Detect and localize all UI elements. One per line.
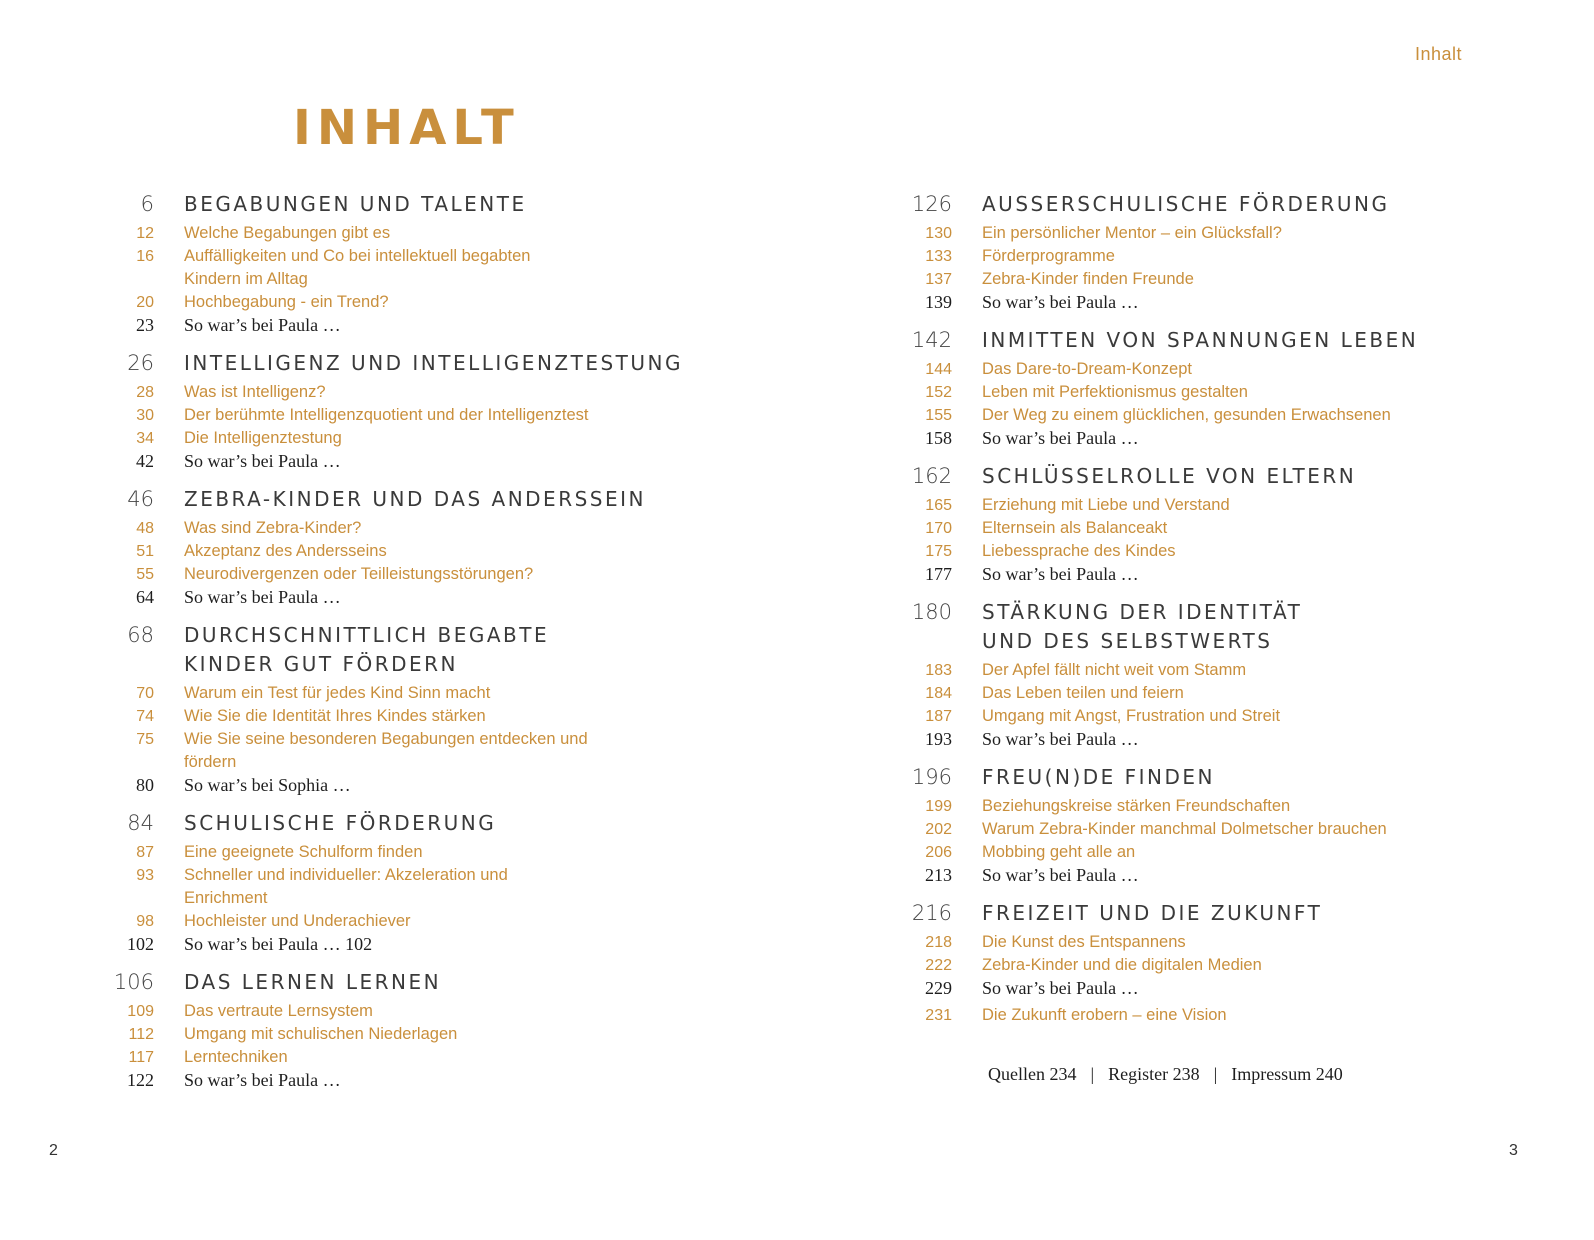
section-title: INMITTEN VON SPANNUNGEN LEBEN [982, 328, 1419, 352]
section-page-number: 46 [127, 487, 154, 511]
toc-column-left [92, 190, 692, 1104]
section-page-number: 26 [127, 351, 154, 375]
section-heading[interactable] [890, 763, 1490, 792]
section-page-number: 216 [911, 901, 952, 925]
entry-title: Akzeptanz des Andersseins [184, 542, 387, 560]
story-entry[interactable] [890, 864, 1490, 887]
toc-entry[interactable] [92, 1000, 692, 1023]
section-title: SCHLÜSSELROLLE VON ELTERN [982, 464, 1357, 488]
story-entry[interactable] [890, 427, 1490, 450]
entry-page-number: 137 [925, 271, 952, 288]
section-heading[interactable] [890, 462, 1490, 491]
entry-title: Was ist Intelligenz? [184, 383, 326, 401]
entry-title: Der Weg zu einem glücklichen, gesunden Erwachsenen [982, 406, 1391, 424]
entry-title: Welche Begabungen gibt es [184, 224, 391, 242]
toc-entry[interactable] [890, 268, 1490, 291]
entry-title: Schneller und individueller: Akzeleration und Enrichment [184, 866, 508, 907]
section-page-number: 68 [127, 623, 154, 647]
entry-title: Die Zukunft erobern – eine Vision [982, 1006, 1227, 1024]
toc-entry[interactable] [890, 381, 1490, 404]
section-page-number: 84 [127, 811, 154, 835]
entry-page-number: 170 [925, 520, 952, 537]
entry-page-number: 122 [127, 1070, 154, 1090]
toc-entry[interactable] [92, 910, 692, 933]
toc-entry[interactable] [92, 245, 692, 291]
entry-page-number: 177 [925, 564, 952, 584]
toc-entry[interactable] [890, 931, 1490, 954]
toc-entry[interactable] [92, 864, 692, 910]
imprint-link[interactable]: Impressum 240 [1231, 1064, 1343, 1084]
section-page-number: 142 [911, 328, 952, 352]
toc-section [890, 462, 1490, 586]
toc-section [890, 899, 1490, 1027]
toc-entry[interactable] [890, 358, 1490, 381]
story-entry[interactable] [92, 450, 692, 473]
entry-page-number: 144 [925, 361, 952, 378]
entry-title: Zebra-Kinder finden Freunde [982, 270, 1194, 288]
entry-page-number: 28 [136, 384, 154, 401]
entry-page-number: 133 [925, 248, 952, 265]
separator: | [1090, 1064, 1095, 1084]
entry-page-number: 80 [136, 775, 154, 795]
entry-title: Umgang mit Angst, Frustration und Streit [982, 707, 1281, 725]
toc-entry[interactable] [890, 705, 1490, 728]
toc-column-right [890, 190, 1490, 1039]
entry-title: Leben mit Perfektionismus gestalten [982, 383, 1248, 401]
entry-page-number: 184 [925, 685, 952, 702]
toc-section [92, 349, 692, 473]
entry-title: So war’s bei Paula … [184, 451, 341, 471]
entry-page-number: 187 [925, 708, 952, 725]
entry-title: Die Kunst des Entspannens [982, 933, 1186, 951]
story-entry[interactable] [92, 1069, 692, 1092]
entry-title: Elternsein als Balanceakt [982, 519, 1168, 537]
entry-title: Wie Sie seine besonderen Begabungen entdecken und fördern [184, 730, 588, 771]
entry-title: So war’s bei Sophia … [184, 775, 351, 795]
toc-entry[interactable] [92, 1046, 692, 1069]
entry-title: So war’s bei Paula … [982, 428, 1139, 448]
toc-entry[interactable] [92, 517, 692, 540]
section-heading[interactable] [92, 485, 692, 514]
toc-entry[interactable] [92, 728, 692, 774]
entry-page-number: 30 [136, 407, 154, 424]
entry-title: Der Apfel fällt nicht weit vom Stamm [982, 661, 1247, 679]
entry-page-number: 70 [136, 685, 154, 702]
entry-title: Hochbegabung - ein Trend? [184, 293, 389, 311]
entry-page-number: 193 [925, 729, 952, 749]
entry-page-number: 218 [925, 934, 952, 951]
entry-page-number: 206 [925, 844, 952, 861]
section-heading[interactable] [890, 326, 1490, 355]
section-page-number: 162 [911, 464, 952, 488]
entry-title: Liebessprache des Kindes [982, 542, 1176, 560]
entry-page-number: 139 [925, 292, 952, 312]
entry-page-number: 102 [127, 934, 154, 954]
entry-title: So war’s bei Paula … [184, 1070, 341, 1090]
entry-title: So war’s bei Paula … 102 [184, 934, 373, 954]
toc-entry[interactable] [92, 291, 692, 314]
toc-entry[interactable] [92, 1023, 692, 1046]
entry-page-number: 42 [136, 451, 154, 471]
entry-title: Eine geeignete Schulform finden [184, 843, 423, 861]
entry-title: Hochleister und Underachiever [184, 912, 411, 930]
toc-section [92, 968, 692, 1092]
section-heading[interactable] [92, 190, 692, 219]
toc-entry-final[interactable] [890, 1004, 1490, 1027]
toc-entry[interactable] [890, 659, 1490, 682]
section-page-number: 106 [113, 970, 154, 994]
story-entry[interactable] [890, 977, 1490, 1000]
toc-entry[interactable] [92, 222, 692, 245]
entry-page-number: 55 [136, 566, 154, 583]
entry-page-number: 93 [136, 867, 154, 884]
entry-page-number: 23 [136, 315, 154, 335]
toc-entry[interactable] [890, 494, 1490, 517]
entry-title: So war’s bei Paula … [982, 729, 1139, 749]
entry-page-number: 202 [925, 821, 952, 838]
entry-page-number: 231 [925, 1007, 952, 1024]
entry-page-number: 75 [136, 731, 154, 748]
entry-title: So war’s bei Paula … [982, 292, 1139, 312]
toc-section [890, 326, 1490, 450]
section-heading[interactable] [92, 621, 692, 679]
entry-page-number: 213 [925, 865, 952, 885]
toc-section [92, 621, 692, 797]
story-entry[interactable] [92, 314, 692, 337]
page-number-right: 3 [1509, 1142, 1518, 1159]
entry-page-number: 74 [136, 708, 154, 725]
entry-title: Was sind Zebra-Kinder? [184, 519, 362, 537]
section-page-number: 126 [911, 192, 952, 216]
entry-title: Zebra-Kinder und die digitalen Medien [982, 956, 1262, 974]
entry-title: Erziehung mit Liebe und Verstand [982, 496, 1230, 514]
entry-title: Umgang mit schulischen Niederlagen [184, 1025, 458, 1043]
toc-entry[interactable] [92, 404, 692, 427]
section-title: ZEBRA-KINDER UND DAS ANDERSSEIN [184, 487, 646, 511]
entry-title: Der berühmte Intelligenzquotient und der Intelligenztest [184, 406, 589, 424]
running-head: Inhalt [1414, 44, 1462, 64]
toc-section [890, 190, 1490, 314]
entry-page-number: 12 [136, 225, 154, 242]
section-title: FREU(N)DE FINDEN [982, 765, 1215, 789]
toc-entry[interactable] [890, 682, 1490, 705]
toc-entry[interactable] [890, 954, 1490, 977]
entry-title: Das Dare-to-Dream-Konzept [982, 360, 1192, 378]
page-number-left: 2 [49, 1142, 58, 1159]
entry-title: Ein persönlicher Mentor – ein Glücksfall? [982, 224, 1282, 242]
entry-title: Auffälligkeiten und Co bei intellektuell begabten Kindern im Alltag [184, 247, 531, 288]
section-heading[interactable] [890, 899, 1490, 928]
entry-page-number: 155 [925, 407, 952, 424]
entry-page-number: 130 [925, 225, 952, 242]
entry-title: Warum Zebra-Kinder manchmal Dolmetscher brauchen [982, 820, 1387, 838]
entry-page-number: 199 [925, 798, 952, 815]
section-title: STÄRKUNG DER IDENTITÄT UND DES SELBSTWERTS [982, 600, 1303, 653]
section-heading[interactable] [92, 349, 692, 378]
story-entry[interactable] [890, 563, 1490, 586]
entry-title: Wie Sie die Identität Ihres Kindes stärken [184, 707, 486, 725]
section-page-number: 180 [911, 600, 952, 624]
toc-entry[interactable] [890, 795, 1490, 818]
entry-page-number: 98 [136, 913, 154, 930]
toc-entry[interactable] [92, 381, 692, 404]
register-link[interactable]: Register 238 [1108, 1064, 1200, 1084]
entry-page-number: 87 [136, 844, 154, 861]
section-heading[interactable] [890, 598, 1490, 656]
toc-section [92, 485, 692, 609]
entry-page-number: 229 [925, 978, 952, 998]
entry-page-number: 117 [128, 1049, 154, 1066]
entry-page-number: 51 [136, 543, 154, 560]
section-title: FREIZEIT UND DIE ZUKUNFT [982, 901, 1323, 925]
toc-section [92, 190, 692, 337]
section-heading[interactable] [890, 190, 1490, 219]
toc-entry[interactable] [92, 841, 692, 864]
entry-title: Das Leben teilen und feiern [982, 684, 1184, 702]
section-heading[interactable] [92, 809, 692, 838]
entry-title: Lerntechniken [184, 1048, 288, 1066]
entry-title: So war’s bei Paula … [184, 587, 341, 607]
toc-entry[interactable] [890, 245, 1490, 268]
story-entry[interactable] [92, 774, 692, 797]
entry-title: Neurodivergenzen oder Teilleistungsstörungen? [184, 565, 534, 583]
toc-entry[interactable] [890, 517, 1490, 540]
toc-entry[interactable] [890, 222, 1490, 245]
entry-page-number: 222 [925, 957, 952, 974]
entry-page-number: 112 [128, 1026, 154, 1043]
section-title: BEGABUNGEN UND TALENTE [184, 192, 527, 216]
toc-entry[interactable] [890, 404, 1490, 427]
section-title: SCHULISCHE FÖRDERUNG [184, 811, 497, 835]
section-page-number: 196 [911, 765, 952, 789]
entry-page-number: 34 [136, 430, 154, 447]
entry-title: So war’s bei Paula … [982, 564, 1139, 584]
entry-page-number: 175 [925, 543, 952, 560]
sources-link[interactable]: Quellen 234 [988, 1064, 1077, 1084]
entry-page-number: 64 [136, 587, 154, 607]
section-page-number: 6 [140, 192, 154, 216]
section-title: DURCHSCHNITTLICH BEGABTE KINDER GUT FÖRDERN [184, 623, 550, 676]
entry-page-number: 109 [127, 1003, 154, 1020]
entry-page-number: 165 [925, 497, 952, 514]
entry-title: Die Intelligenztestung [184, 429, 342, 447]
toc-section [890, 598, 1490, 751]
toc-section [92, 809, 692, 956]
toc-entry[interactable] [92, 563, 692, 586]
section-title: DAS LERNEN LERNEN [184, 970, 442, 994]
page-title: INHALT [293, 100, 520, 156]
separator: | [1213, 1064, 1218, 1084]
entry-page-number: 183 [925, 662, 952, 679]
section-title: INTELLIGENZ UND INTELLIGENZTESTUNG [184, 351, 683, 375]
toc-entry[interactable] [890, 540, 1490, 563]
toc-entry[interactable] [92, 540, 692, 563]
entry-page-number: 152 [925, 384, 952, 401]
toc-section [890, 763, 1490, 887]
entry-title: Förderprogramme [982, 247, 1115, 265]
entry-page-number: 16 [136, 248, 154, 265]
section-title: AUSSERSCHULISCHE FÖRDERUNG [982, 192, 1390, 216]
entry-title: So war’s bei Paula … [982, 978, 1139, 998]
story-entry[interactable] [890, 291, 1490, 314]
story-entry[interactable] [890, 728, 1490, 751]
toc-entry[interactable] [890, 818, 1490, 841]
entry-title: Das vertraute Lernsystem [184, 1002, 373, 1020]
section-heading[interactable] [92, 968, 692, 997]
appendix-links [988, 1064, 1343, 1085]
entry-title: Warum ein Test für jedes Kind Sinn macht [184, 684, 491, 702]
toc-entry[interactable] [92, 705, 692, 728]
entry-title: So war’s bei Paula … [184, 315, 341, 335]
toc-entry[interactable] [92, 427, 692, 450]
toc-entry[interactable] [890, 841, 1490, 864]
entry-page-number: 158 [925, 428, 952, 448]
toc-entry[interactable] [92, 682, 692, 705]
entry-page-number: 48 [136, 520, 154, 537]
story-entry[interactable] [92, 586, 692, 609]
entry-title: So war’s bei Paula … [982, 865, 1139, 885]
entry-title: Mobbing geht alle an [982, 843, 1136, 861]
entry-title: Beziehungskreise stärken Freundschaften [982, 797, 1291, 815]
story-entry[interactable] [92, 933, 692, 956]
entry-page-number: 20 [136, 294, 154, 311]
